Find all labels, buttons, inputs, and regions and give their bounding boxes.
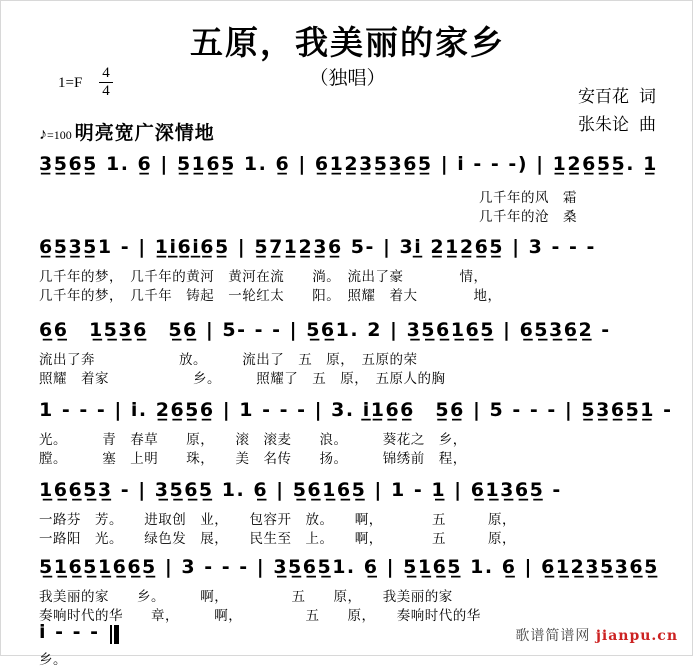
score-system-2 bbox=[39, 236, 659, 306]
lyric-line: 几千年的梦， 几千年 铸起 一轮红太 阳。 照耀 着大 地， bbox=[39, 288, 502, 304]
lyric-line: 膛。 塞 上明 珠， 美 名传 扬。 锦绣前 程， bbox=[39, 451, 467, 467]
lyric-line: 一路芬 芳。 进取创 业， 包容开 放。 啊， 五 原， bbox=[39, 512, 516, 528]
watermark bbox=[515, 625, 678, 645]
lyric-line: 乡。 bbox=[39, 652, 67, 668]
lyric-line: 我美丽的家 乡。 啊， 五 原， 我美丽的家 bbox=[39, 589, 453, 605]
score-system-6 bbox=[39, 556, 659, 626]
final-barline-icon bbox=[108, 623, 119, 645]
expression-marking: 明亮宽广深情地 bbox=[74, 122, 215, 144]
page-title: 五原，我美丽的家乡 bbox=[190, 23, 505, 62]
notation-line: 5̲1̲6̲5̲1̲6̲6̲5̲ | 3 - - - | 3̲5̲6̲5̲1. 6̲ | 5̲1̲6̲5̲ 1. 6̲ | 6̲1̲2̲3̲5̲3̲6̲5̲ bbox=[39, 556, 659, 578]
lyric-line: 奏响时代的华 章， 啊， 五 原， 奏响时代的华 bbox=[39, 608, 481, 624]
credit-lyricist bbox=[578, 83, 656, 111]
lyric-line: 照耀 着家 乡。 照耀了 五 原， 五原人的胸 bbox=[39, 371, 446, 387]
watermark-domain: jianpu.cn bbox=[595, 628, 678, 644]
score-system-1 bbox=[39, 153, 659, 227]
score-system-5 bbox=[39, 479, 659, 549]
lyric-line: 光。 青 春草 原， 滚 滚麦 浪。 葵花之 乡， bbox=[39, 432, 467, 448]
tempo-value: =100 bbox=[47, 128, 72, 142]
time-signature-numerator: 4 bbox=[102, 65, 110, 81]
notation-line: 6̲5̲3̲5̲1 - | 1̲i̲6̲i̲6̲5̲ | 5̲7̲1̲2̲3̲6̲ 5- | 3i̲ 2̲1̲2̲6̲5̲ | 3 - - - bbox=[39, 236, 596, 258]
notation-line: 1̲6̲6̲5̲3̲ - | 3̲5̲6̲5̲ 1. 6̲ | 5̲6̲1̲6̲5̲ | 1 - 1̲ | 6̲1̲3̲6̲5̲ - bbox=[39, 479, 562, 501]
time-signature bbox=[99, 66, 113, 99]
composer-role: 曲 bbox=[639, 115, 656, 135]
score-system-3 bbox=[39, 319, 659, 389]
tempo-marking bbox=[39, 118, 215, 145]
notation-line: 3̲5̲6̲5̲ 1. 6̲ | 5̲1̲6̲5̲ 1. 6̲ | 6̲1̲2̲3̲5̲3̲6̲5̲ | i - - -) | 1̲2̲6̲5̲5̲. 1̲ bbox=[39, 153, 658, 175]
page-subtitle: （独唱） bbox=[309, 67, 386, 89]
lyricist-role: 词 bbox=[639, 87, 656, 107]
lyric-line: 一路阳 光。 绿色发 展， 民生至 上。 啊， 五 原， bbox=[39, 531, 516, 547]
lyric-line: 几千年的沧 桑 bbox=[479, 209, 577, 225]
time-signature-denominator: 4 bbox=[102, 83, 110, 99]
credits bbox=[578, 83, 656, 139]
lyric-line: 流出了奔 放。 流出了 五 原， 五原的荣 bbox=[39, 352, 418, 368]
score-system-4 bbox=[39, 399, 673, 469]
lyricist-name: 安百花 bbox=[578, 87, 629, 107]
composer-name: 张朱论 bbox=[578, 115, 629, 135]
key-signature: 1=F bbox=[58, 75, 83, 91]
notation-line: 1 - - - | i. 2̲6̲5̲6̲ | 1 - - - | 3. i̲1̲6̲6̲ 5̲6̲ | 5 - - - | 5̲3̲6̲5̲1̲ - bbox=[39, 399, 673, 421]
notation-line: 6̲6̲ 1̲5̲3̲6̲ 5̲6̲ | 5- - - | 5̲6̲1. 2 | 3̲5̲6̲1̲6̲5̲ | 6̲5̲3̲6̲2̲ - bbox=[39, 319, 611, 341]
credit-composer bbox=[578, 111, 656, 139]
lyric-line: 几千年的梦， 几千年的黄河 黄河在流 淌。 流出了豪 情， bbox=[39, 269, 488, 285]
notation-text: i - - - bbox=[39, 621, 100, 643]
watermark-site-name: 歌谱简谱网 bbox=[515, 628, 591, 644]
lyric-line: 几千年的风 霜 bbox=[479, 190, 577, 206]
tempo-note-icon: ♪ bbox=[39, 126, 47, 143]
